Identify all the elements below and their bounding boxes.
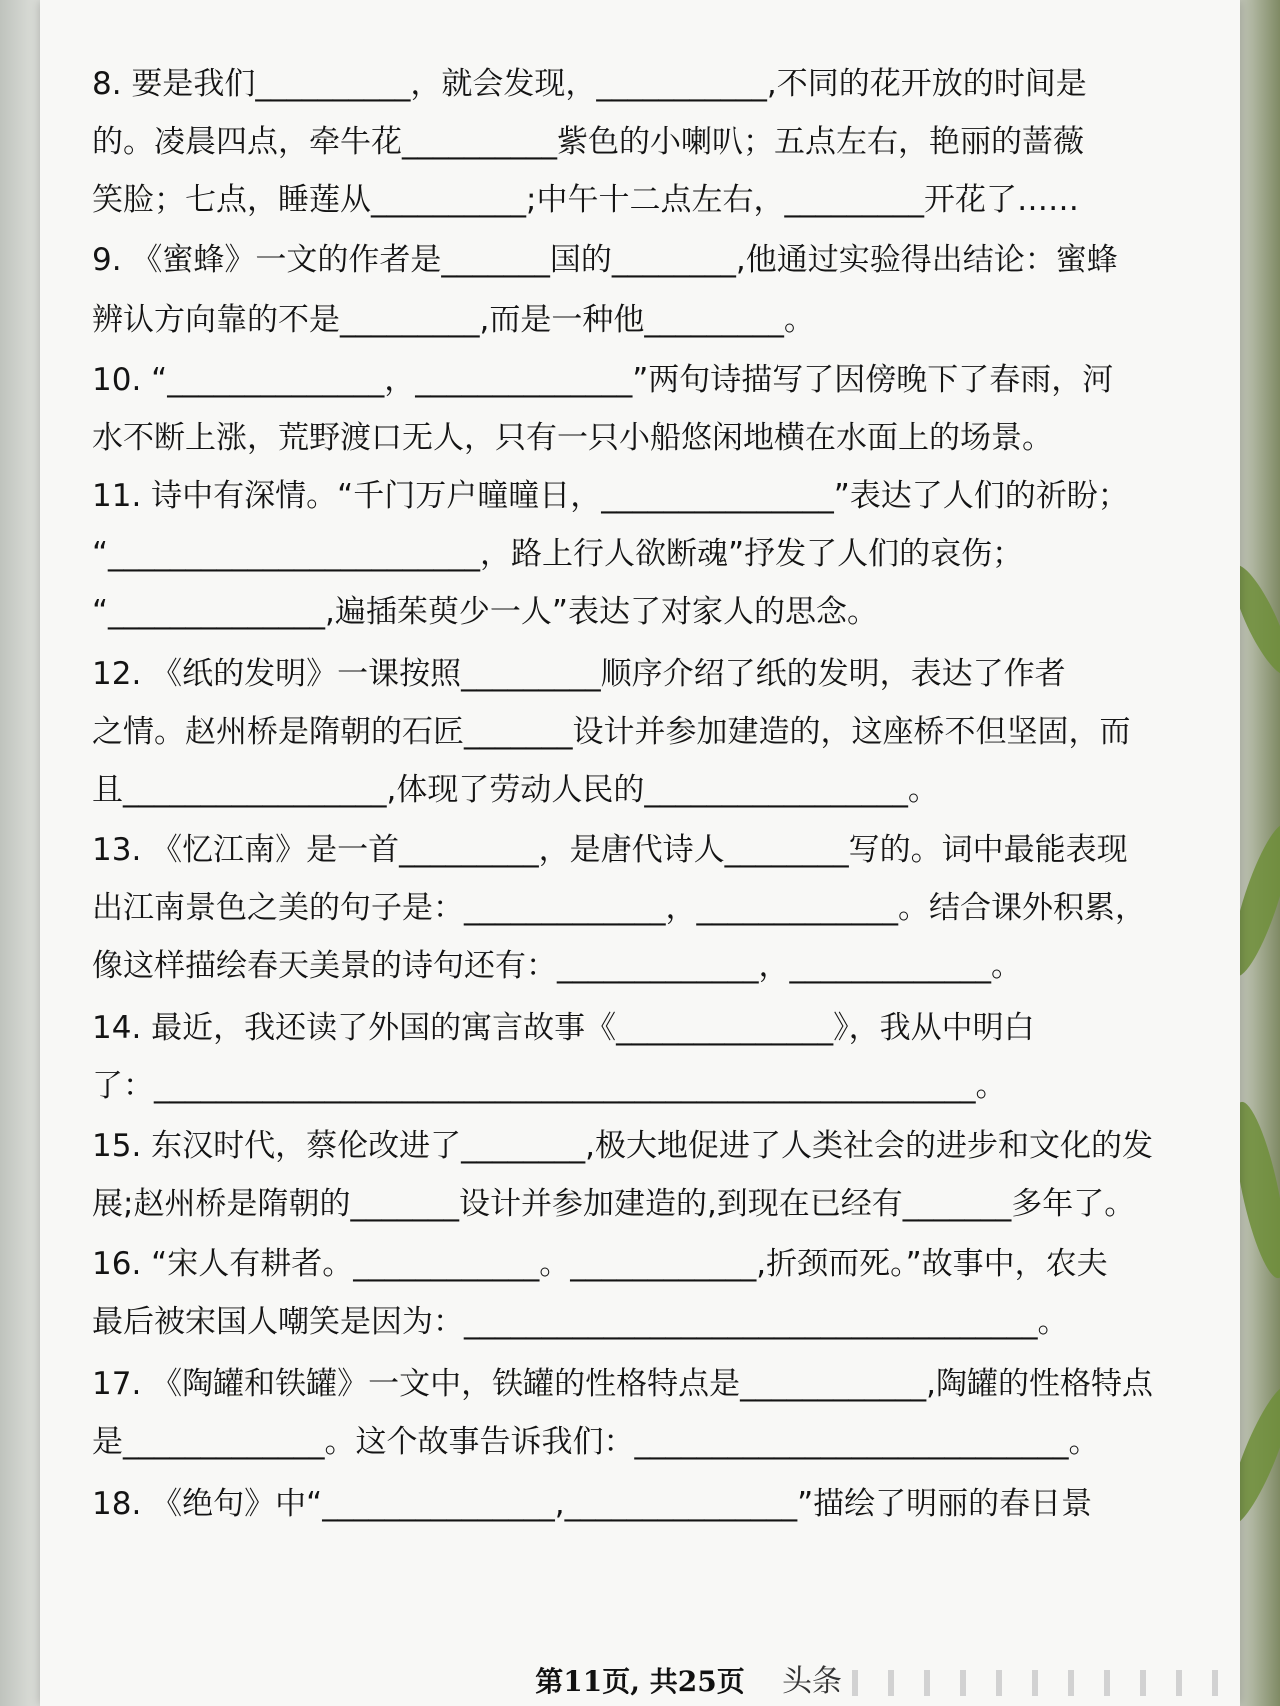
worksheet-line: 17. 《陶罐和铁罐》一文中，铁罐的性格特点是____________,陶罐的性格特点 [92,1366,1154,1402]
worksheet-line: 展;赵州桥是隋朝的_______设计并参加建造的,到现在已经有_______多年了。 [92,1186,1136,1222]
worksheet-line: 且_________________,体现了劳动人民的_________________。 [92,772,939,808]
worksheet-line: 了：_____________________________________________________。 [92,1068,1007,1104]
worksheet-line: 10. “______________，______________”两句诗描写了因傍晚下了春雨，河 [92,362,1114,398]
worksheet-line: “______________,遍插茱萸少一人”表达了对家人的思念。 [92,594,878,630]
worksheet-line: 笑脸；七点，睡莲从__________;中午十二点左右，_________开花了…… [92,182,1079,218]
watermark [782,1656,1252,1698]
worksheet-line: 8. 要是我们__________，就会发现，___________,不同的花开放的时间是 [92,66,1087,102]
worksheet-line: 出江南景色之美的句子是：_____________，_____________。结合课外积累， [92,890,1146,926]
worksheet-line: 14. 最近，我还读了外国的寓言故事《______________》，我从中明白 [92,1010,1035,1046]
worksheet-line: 9. 《蜜蜂》一文的作者是_______国的________,他通过实验得出结论：蜜蜂 [92,242,1118,278]
worksheet-line: 辨认方向靠的不是_________,而是一种他_________。 [92,302,815,338]
page-number: 第11页, 共25页 [535,1665,745,1698]
watermark-text: 头条 [782,1664,842,1699]
worksheet-line: 最后被宋国人嘲笑是因为：_____________________________________。 [92,1304,1069,1340]
worksheet-line: 之情。赵州桥是隋朝的石匠_______设计并参加建造的，这座桥不但坚固，而 [92,714,1131,750]
worksheet-line: 15. 东汉时代，蔡伦改进了________,极大地促进了人类社会的进步和文化的发 [92,1128,1154,1164]
worksheet-page [40,0,1240,1706]
watermark-bars [852,1670,1232,1696]
worksheet-line: 18. 《绝句》中“_______________,_______________”描绘了明丽的春日景 [92,1486,1093,1522]
worksheet-line: 像这样描绘春天美景的诗句还有：_____________，_____________。 [92,948,1022,984]
worksheet-line: “________________________，路上行人欲断魂”抒发了人们的哀伤； [92,536,1024,572]
worksheet-line: 11. 诗中有深情。“千门万户曈曈日，_______________”表达了人们的祈盼； [92,478,1129,514]
worksheet-line: 是_____________。这个故事告诉我们：____________________________。 [92,1424,1100,1460]
worksheet-line: 12. 《纸的发明》一课按照_________顺序介绍了纸的发明，表达了作者 [92,656,1066,692]
worksheet-line: 的。凌晨四点，牵牛花__________紫色的小喇叭；五点左右，艳丽的蔷薇 [92,124,1084,160]
background-right [1238,0,1280,1706]
worksheet-line: 13. 《忆江南》是一首_________，是唐代诗人________写的。词中最能表现 [92,832,1128,868]
worksheet-line: 水不断上涨，荒野渡口无人，只有一只小船悠闲地横在水面上的场景。 [92,420,1053,456]
background-left [0,0,44,1706]
worksheet-line: 16. “宋人有耕者。____________。____________,折颈而死。”故事中，农夫 [92,1246,1108,1282]
